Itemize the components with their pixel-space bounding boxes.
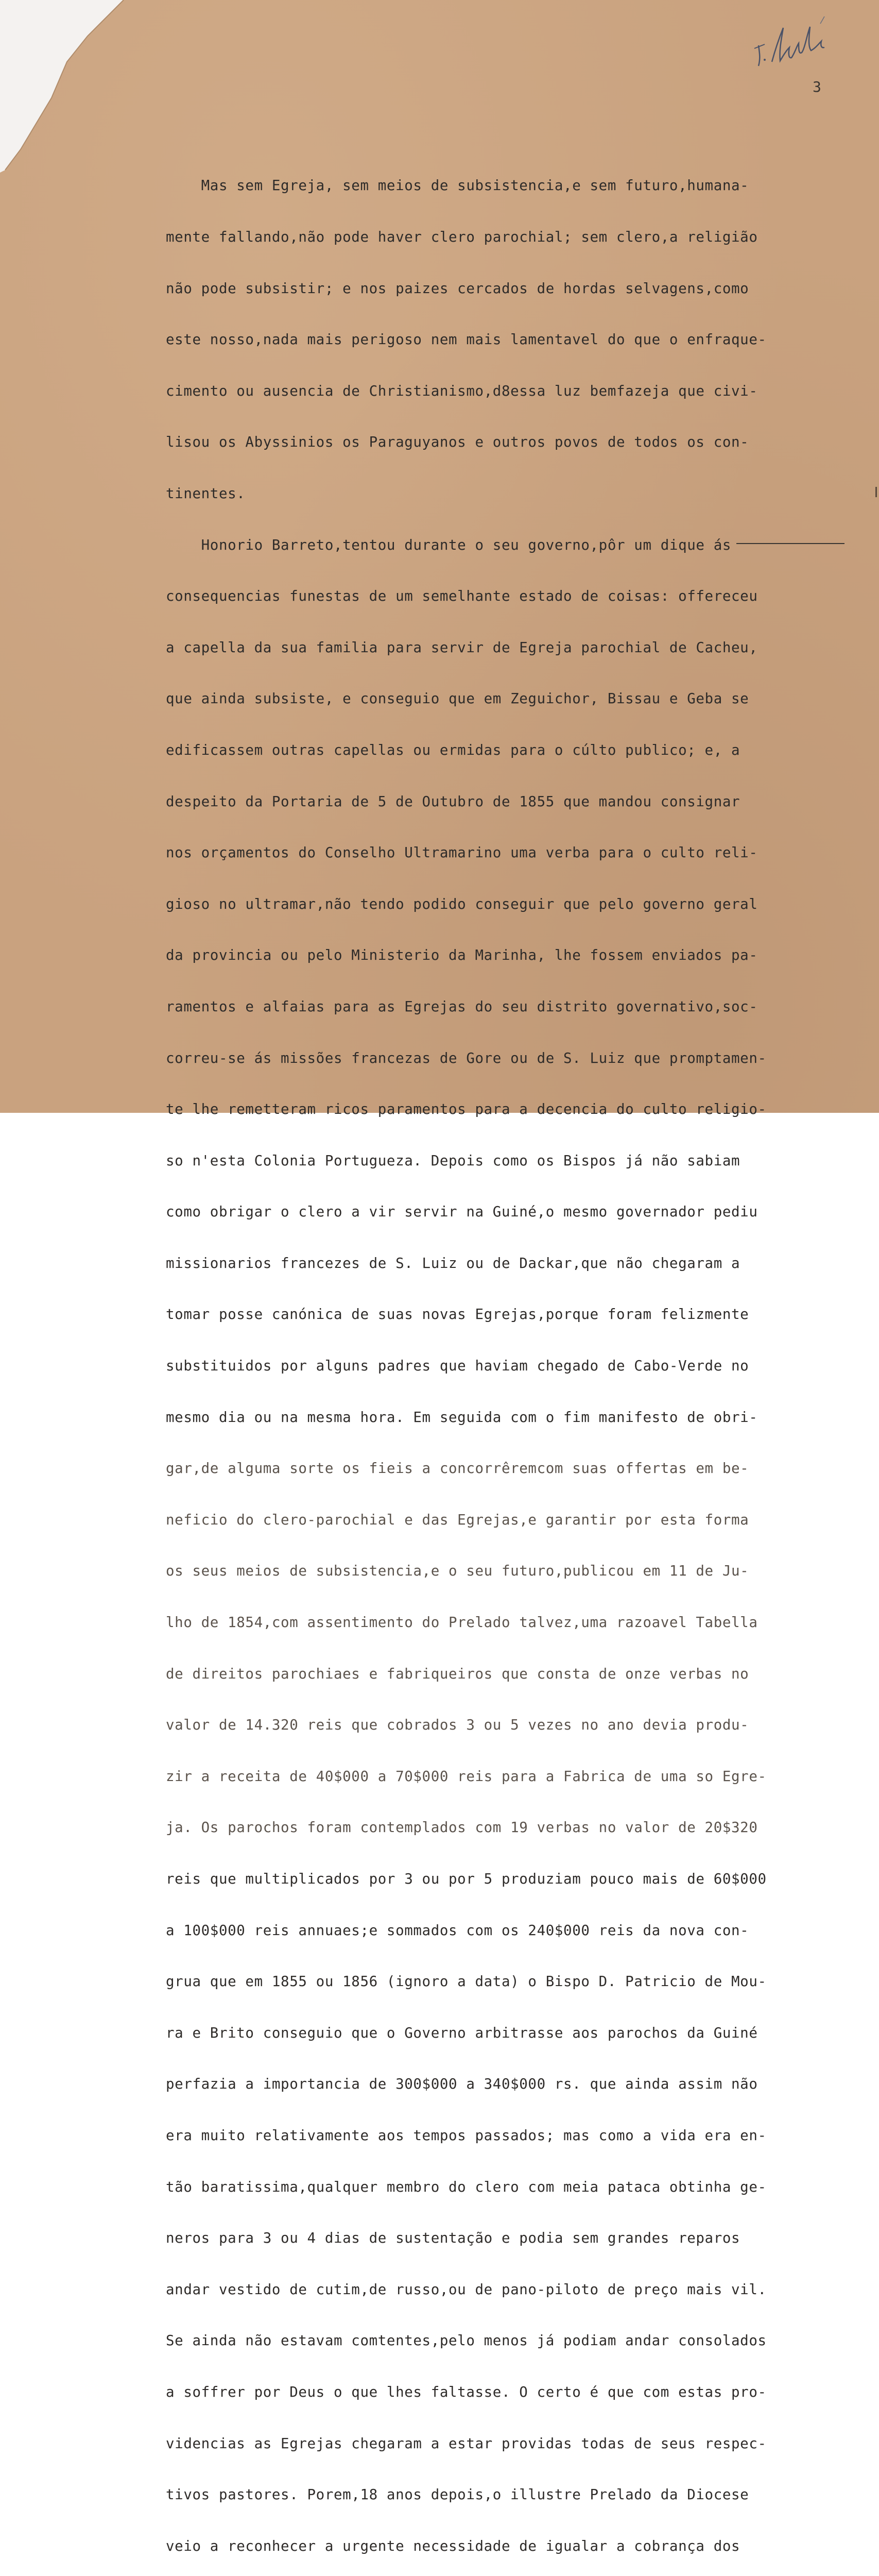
- text-line: zir a receita de 40$000 a 70$000 reis para a Fabrica de uma so Egre-: [166, 1768, 767, 1785]
- text-line: Se ainda não estavam comtentes,pelo menos já podiam andar consolados: [166, 2332, 767, 2349]
- torn-corner: [0, 0, 134, 175]
- text-line: a 100$000 reis annuaes;e sommados com os 240$000 reis da nova con-: [166, 1922, 749, 1939]
- text-line: lho de 1854,com assentimento do Prelado talvez,uma razoavel Tabella: [166, 1614, 758, 1631]
- text-line: andar vestido de cutim,de russo,ou de pano-piloto de preço mais vil.: [166, 2281, 767, 2298]
- underline-mark: [736, 543, 844, 544]
- text-line: de direitos parochiaes e fabriqueiros que consta de onze verbas no: [166, 1665, 749, 1682]
- text-line: ramentos e alfaias para as Egrejas do seu distrito governativo,soc-: [166, 998, 758, 1015]
- text-line: neros para 3 ou 4 dias de sustentação e podia sem grandes reparos: [166, 2230, 740, 2247]
- text-line: veio a reconhecer a urgente necessidade de igualar a cobrança dos: [166, 2537, 740, 2554]
- text-line: os seus meios de subsistencia,e o seu futuro,publicou em 11 de Ju-: [166, 1563, 749, 1580]
- text-line: a soffrer por Deus o que lhes faltasse. O certo é que com estas pro-: [166, 2383, 767, 2400]
- text-line: ra e Brito conseguio que o Governo arbitrasse aos parochos da Guiné: [166, 2024, 758, 2041]
- text-line: so n'esta Colonia Portugueza. Depois como os Bispos já não sabiam: [166, 1152, 740, 1169]
- text-line: edificassem outras capellas ou ermidas para o cúlto publico; e, a: [166, 741, 740, 758]
- edge-mark: [875, 487, 877, 497]
- text-line: valor de 14.320 reis que cobrados 3 ou 5 vezes no ano devia produ-: [166, 1717, 749, 1734]
- text-line: não pode subsistir; e nos paizes cercados de hordas selvagens,como: [166, 280, 749, 297]
- text-line: cimento ou ausencia de Christianismo,d8essa luz bemfazeja que civi-: [166, 382, 758, 399]
- text-line: despeito da Portaria de 5 de Outubro de 1855 que mandou consignar: [166, 793, 740, 810]
- text-line: da provincia ou pelo Ministerio da Marinha, lhe fossem enviados pa-: [166, 947, 758, 964]
- text-line: neficio do clero-parochial e das Egrejas,e garantir por esta forma: [166, 1511, 749, 1528]
- text-line: gioso no ultramar,não tendo podido conseguir que pelo governo geral: [166, 895, 758, 912]
- text-line: reis que multiplicados por 3 ou por 5 produziam pouco mais de 60$000: [166, 1871, 767, 1887]
- body-text: [166, 143, 871, 2576]
- signature: [749, 14, 832, 71]
- text-line: consequencias funestas de um semelhante estado de coisas: offereceu: [166, 588, 758, 605]
- text-line: tinentes.: [166, 485, 246, 502]
- text-line: como obrigar o clero a vir servir na Guiné,o mesmo governador pediu: [166, 1204, 758, 1221]
- text-line: Honorio Barreto,tentou durante o seu governo,pôr um dique ás: [166, 536, 732, 553]
- text-line: grua que em 1855 ou 1856 (ignoro a data) o Bispo D. Patricio de Mou-: [166, 1973, 767, 1990]
- text-line: mesmo dia ou na mesma hora. Em seguida com o fim manifesto de obri-: [166, 1409, 758, 1426]
- text-line: ja. Os parochos foram contemplados com 19 verbas no valor de 20$320: [166, 1819, 758, 1836]
- text-line: substituidos por alguns padres que haviam chegado de Cabo-Verde no: [166, 1358, 749, 1375]
- text-line: mente fallando,não pode haver clero parochial; sem clero,a religião: [166, 229, 758, 245]
- text-line: te lhe remetteram ricos paramentos para a decencia do culto religio-: [166, 1101, 767, 1118]
- text-line: este nosso,nada mais perigoso nem mais lamentavel do que o enfraque-: [166, 331, 767, 348]
- text-line: Mas sem Egreja, sem meios de subsistencia,e sem futuro,humana-: [166, 177, 749, 194]
- text-line: gar,de alguma sorte os fieis a concorrêremcom suas offertas em be-: [166, 1460, 749, 1477]
- text-line: videncias as Egrejas chegaram a estar providas todas de seus respec-: [166, 2435, 767, 2452]
- text-line: correu-se ás missões francezas de Gore ou de S. Luiz que promptamen-: [166, 1049, 767, 1066]
- text-line: tão baratissima,qualquer membro do clero com meia pataca obtinha ge-: [166, 2178, 767, 2195]
- text-line: a capella da sua familia para servir de Egreja parochial de Cacheu,: [166, 639, 758, 656]
- page-number: 3: [813, 78, 821, 95]
- text-line: perfazia a importancia de 300$000 a 340$000 rs. que ainda assim não: [166, 2076, 758, 2093]
- text-line: que ainda subsiste, e conseguio que em Zeguichor, Bissau e Geba se: [166, 690, 749, 707]
- text-line: tomar posse canónica de suas novas Egrejas,porque foram felizmente: [166, 1306, 749, 1323]
- text-line: lisou os Abyssinios os Paraguyanos e outros povos de todos os con-: [166, 434, 749, 451]
- text-line: tivos pastores. Porem,18 anos depois,o illustre Prelado da Diocese: [166, 2486, 749, 2503]
- text-line: nos orçamentos do Conselho Ultramarino uma verba para o culto reli-: [166, 844, 758, 861]
- text-line: missionarios francezes de S. Luiz ou de Dackar,que não chegaram a: [166, 1255, 740, 1272]
- text-line: era muito relativamente aos tempos passados; mas como a vida era en-: [166, 2127, 767, 2144]
